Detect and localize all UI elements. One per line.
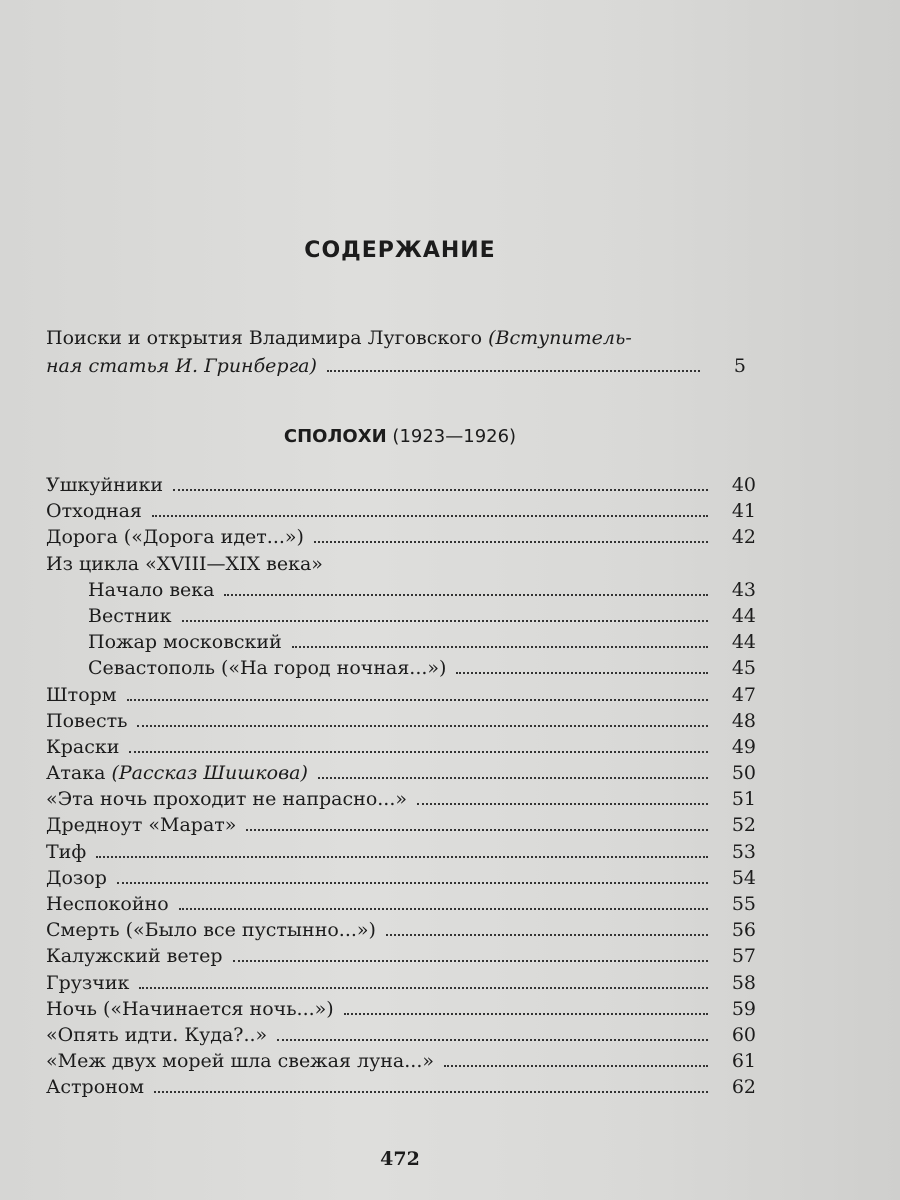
dot-leader [139,986,708,989]
intro-title: Поиски и открытия Владимира Луговского [46,327,489,349]
toc-entry [46,736,756,762]
dot-leader [417,802,708,805]
dot-leader [386,933,708,936]
entry-title: Пожар московский [88,631,282,654]
entry-title: Атака (Рассказ Шишкова) [46,762,308,785]
entry-page: 41 [731,500,756,523]
intro-line-1 [46,324,746,352]
entry-page: 48 [731,709,756,732]
dot-leader [117,881,708,884]
entry-title: «Опять идти. Куда?..» [46,1023,268,1046]
entry-page: 44 [731,631,756,654]
entry-page: 56 [731,919,756,942]
entry-title: Ушкуйники [46,474,163,496]
dot-leader [318,776,708,779]
dot-leader [137,724,708,727]
entry-page: 43 [731,578,756,601]
entry-title: Вестник [88,604,172,627]
entry-title: Шторм [46,683,117,706]
toc-entry [46,867,756,893]
entry-title: «Эта ночь проходит не напрасно...» [46,788,407,811]
dot-leader [277,1038,708,1041]
entry-page: 52 [731,814,756,837]
toc-subentry [46,657,756,683]
entry-title: Калужский ветер [46,945,223,968]
dot-leader [233,959,708,962]
dot-leader [292,645,708,648]
page-number: 472 [380,1148,420,1170]
intro-entry [46,324,746,380]
dot-leader [314,540,708,543]
dot-leader [154,1090,708,1093]
dot-leader [127,698,708,701]
toc-entry [46,998,756,1024]
toc-cycle-heading [46,553,756,579]
entry-page: 58 [731,971,756,994]
entry-page: 60 [731,1023,756,1046]
entry-page: 42 [731,526,756,549]
toc-entry [46,500,756,526]
entry-subtitle: (Рассказ Шишкова) [111,762,308,785]
toc-entry [46,684,756,710]
toc-subentry [46,605,756,631]
entry-title: Дорога («Дорога идет...») [46,526,304,549]
entry-page: 49 [731,735,756,758]
entry-page: 61 [731,1050,756,1073]
toc-entry [46,788,756,814]
intro-subtitle-end: ная статья И. Гринберга) [46,355,317,377]
entry-title: Начало века [88,578,215,601]
entry-title: Неспокойно [46,893,169,915]
entry-title: Дозор [46,866,107,889]
entry-page: 40 [731,474,756,496]
dot-leader [182,619,708,622]
toc-subentry [46,631,756,657]
entry-page: 53 [731,840,756,863]
dot-leader [224,593,708,596]
toc-entry [46,710,756,736]
entry-title: Смерть («Было все пустынно...») [46,919,376,942]
entry-page: 54 [731,866,756,889]
toc-entry [46,945,756,971]
toc-entry [46,526,756,552]
dot-leader [444,1064,708,1067]
section-title: СПОЛОХИ [283,426,387,447]
dot-leader [327,369,700,372]
toc-subentry [46,579,756,605]
entry-title: Ночь («Начинается ночь...») [46,997,334,1020]
entry-page: 50 [731,762,756,785]
entry-page: 47 [731,683,756,706]
dot-leader [96,855,708,858]
toc-entry [46,919,756,945]
toc-entry [46,893,756,919]
dot-leader [179,907,708,910]
entry-title: Грузчик [46,971,130,994]
toc-entry [46,1024,756,1050]
contents-heading: СОДЕРЖАНИЕ [304,238,496,263]
dot-leader [173,488,708,491]
table-of-contents [46,474,756,1103]
entry-title: Повесть [46,709,128,732]
entry-page: 62 [731,1076,756,1099]
entry-title: Краски [46,735,120,758]
intro-line-2 [46,352,746,380]
toc-entry [46,762,756,788]
entry-page: 57 [731,945,756,968]
toc-entry [46,1050,756,1076]
entry-page: 51 [731,788,756,811]
dot-leader [152,514,708,517]
entry-title: Дредноут «Марат» [46,814,237,837]
entry-page: 44 [731,604,756,627]
toc-entry [46,841,756,867]
entry-page: 59 [731,997,756,1020]
entry-title: Тиф [46,840,87,863]
entry-title: Из цикла «XVIII—XIX века» [46,552,323,575]
entry-title: Астроном [46,1076,145,1099]
intro-page-number: 5 [733,355,746,377]
toc-entry [46,474,756,500]
intro-subtitle-start: (Вступитель- [488,327,632,349]
dot-leader [246,828,708,831]
toc-entry [46,972,756,998]
toc-entry [46,814,756,840]
dot-leader [344,1012,708,1015]
dot-leader [456,671,708,674]
entry-title: Отходная [46,500,142,523]
entry-title: Севастополь («На город ночная...») [88,657,447,680]
entry-page: 45 [731,657,756,680]
entry-title: «Меж двух морей шла свежая луна...» [46,1050,434,1073]
section-years: (1923—1926) [392,426,517,447]
entry-page: 55 [731,893,756,915]
section-heading [0,426,800,447]
dot-leader [129,750,708,753]
toc-entry [46,1076,756,1102]
